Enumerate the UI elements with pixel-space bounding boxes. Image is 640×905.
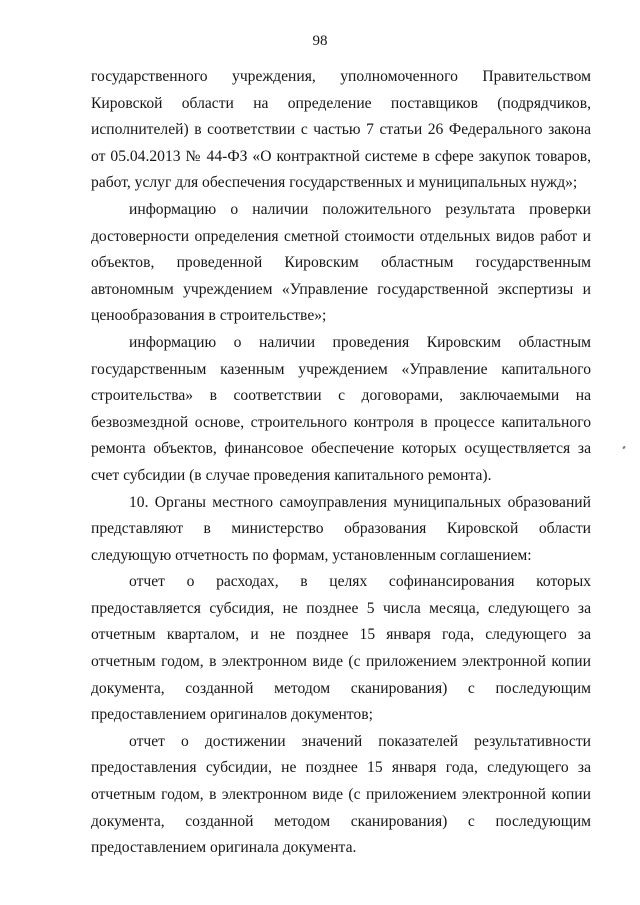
paragraph-construction-control: информацию о наличии проведения Кировским областным государственным казенным учреждением «Управление капитального строительства» в соответствии с договорами, заключаемыми на безвозмездной основе, строительного контроля в процессе капитального ремонта объектов, финансовое обеспечение которых осуществляется за счет субсидии (в случае проведения капитального ремонта). <box>91 333 591 484</box>
page-number: 98 <box>312 33 328 49</box>
document-body <box>91 64 591 862</box>
paragraph-expense-report: отчет о расходах, в целях софинансирования которых предоставляется субсидия, не позднее 5 числа месяца, следующего за отчетным кварталом, и не позднее 15 января года, следующего за отчетным годом, в электронном виде (с приложением электронной копии документа, созданной методом сканирования) с последующим предоставлением оригиналов документов; <box>91 573 591 724</box>
paragraph-institution-procurement: государственного учреждения, уполномоченного Правительством Кировской области на определение поставщиков (подрядчиков, исполнителей) в соответствии с частью 7 статьи 26 Федерального закона от 05.04.2013 № 44-ФЗ «О контрактной системе в сфере закупок товаров, работ, услуг для обеспечения государственных и муниципальных нужд»; <box>91 68 591 192</box>
paragraph-performance-report: отчет о достижении значений показателей результативности предоставления субсидии, не позднее 15 января года, следующего за отчетным годом, в электронном виде (с приложением электронной копии документа, созданной методом сканирования) с последующим предоставлением оригинала документа. <box>91 732 591 857</box>
paragraph-item-10-reporting: 10. Органы местного самоуправления муниципальных образований представляют в министерство образования Кировской области следующую отчетность по формам, установленным соглашением: <box>91 493 591 564</box>
paragraph-estimate-verification: информацию о наличии положительного результата проверки достоверности определения сметной стоимости отдельных видов работ и объектов, проведенной Кировским областным государственным автономным учреждением «Управление государственной экспертизы и ценообразования в строительстве»; <box>91 200 591 325</box>
scan-speck <box>622 446 625 450</box>
